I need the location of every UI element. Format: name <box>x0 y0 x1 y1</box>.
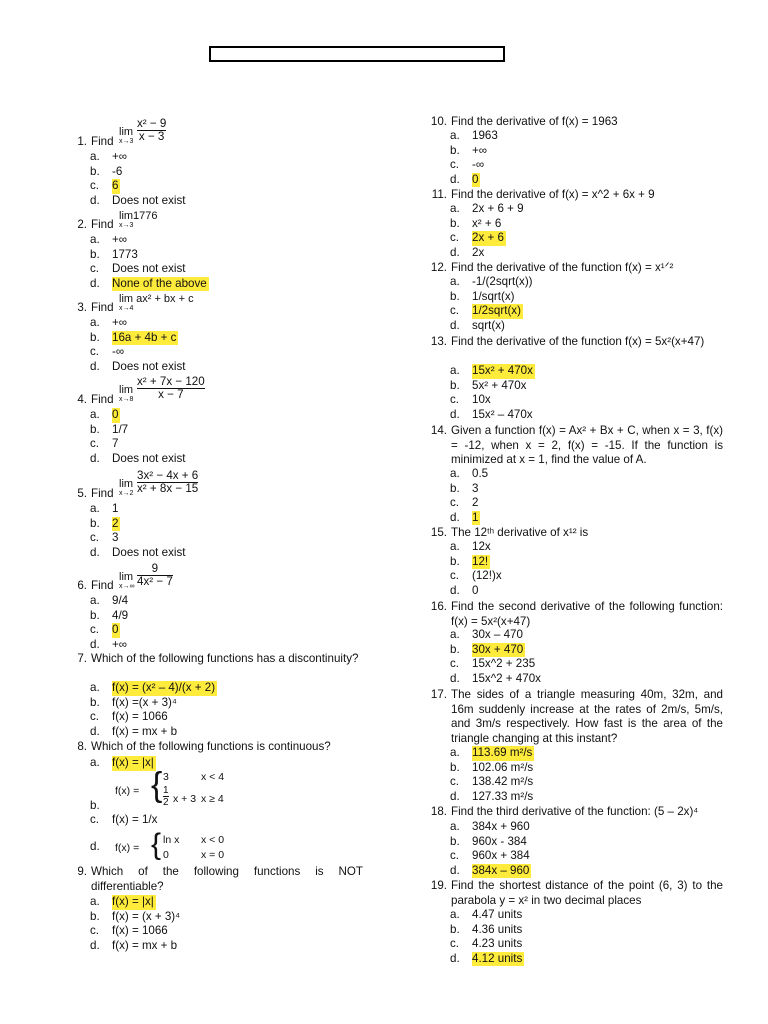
question-text: Find <box>91 393 114 406</box>
option-letter: d. <box>90 451 100 465</box>
option-text: f(x) = 1/x <box>112 813 158 827</box>
option-letter: d. <box>90 276 100 290</box>
option-letter: d. <box>450 789 460 803</box>
correct-answer: None of the above <box>112 276 207 290</box>
option-letter: c. <box>450 569 460 583</box>
option-text: 1773 <box>112 247 138 261</box>
option-text: -1/(2sqrt(x)) <box>472 275 533 288</box>
option-text: 960x + 384 <box>472 849 530 863</box>
option-letter: d. <box>450 863 460 877</box>
correct-answer: 30x + 470 <box>472 642 524 656</box>
correct-answer: 113.69 m²/s <box>472 746 533 759</box>
question-number: 4. <box>77 393 87 406</box>
option-letter: b. <box>90 164 100 178</box>
question-text: Find the derivative of f(x) = 1963 <box>451 115 618 128</box>
option-text: 384x + 960 <box>472 820 530 833</box>
option-text: 102.06 m²/s <box>472 760 534 774</box>
option-letter: d. <box>90 193 100 207</box>
fraction-denominator: x − 3 <box>138 130 165 143</box>
piece-value: 3 <box>163 771 169 783</box>
option-letter: d. <box>450 407 460 421</box>
option-letter: c. <box>450 393 460 407</box>
correct-answer: 16a + 4b + c <box>112 330 177 344</box>
option-letter: a. <box>90 895 100 908</box>
piecewise-lhs: f(x) = <box>115 785 140 797</box>
fraction <box>137 376 205 401</box>
option-letter: c. <box>450 304 460 318</box>
question-text: The 12ᵗʰ derivative of x¹² is <box>451 526 589 539</box>
question-number: 19. <box>430 879 447 892</box>
correct-answer: 384x – 960 <box>472 863 530 877</box>
fraction-numerator: 3x² − 4x + 6 <box>137 469 199 482</box>
option-text: 4.23 units <box>472 937 523 951</box>
option-text: f(x) =(x + 3)⁴ <box>112 695 177 709</box>
question-text: Which of the following functions has a discontinuity? <box>91 652 359 665</box>
option-text: f(x) = 1066 <box>112 710 168 724</box>
question-number: 16. <box>430 600 447 613</box>
correct-answer: f(x) = |x| <box>112 895 154 908</box>
fraction-denominator: x² + 8x − 15 <box>137 482 199 495</box>
fraction-numerator: 9 <box>151 562 159 575</box>
option-letter: a. <box>90 408 100 421</box>
limit-subscript: x→3 <box>119 222 134 229</box>
correct-answer: 1 <box>472 510 479 524</box>
option-text: x² + 6 <box>472 216 502 230</box>
option-letter: b. <box>450 922 460 936</box>
question-text: Find the third derivative of the function: (5 – 2x)⁴ <box>451 805 699 818</box>
fraction-denominator: x − 7 <box>158 388 184 401</box>
option-letter: c. <box>450 231 460 245</box>
option-text: f(x) = (x + 3)⁴ <box>112 909 181 923</box>
question-number: 17. <box>430 688 447 701</box>
correct-answer: 0 <box>112 623 119 637</box>
option-letter: d. <box>450 583 460 597</box>
correct-answer: f(x) = (x² – 4)/(x + 2) <box>112 681 216 694</box>
correct-answer: 0 <box>472 172 479 186</box>
option-text: +∞ <box>472 143 488 157</box>
correct-answer: 4.12 units <box>472 951 523 965</box>
option-letter: a. <box>450 364 460 377</box>
question-text: Find the derivative of the function f(x) = x¹ᐟ² <box>451 261 674 274</box>
piecewise-brace: { <box>151 828 162 861</box>
option-letter: b. <box>450 289 460 303</box>
fraction <box>163 785 169 808</box>
option-letter: b. <box>450 143 460 157</box>
option-text: 3 <box>472 481 479 495</box>
option-letter: c. <box>90 437 100 451</box>
option-letter: b. <box>450 834 460 848</box>
option-letter: c. <box>450 937 460 951</box>
option-text: 2x + 6 + 9 <box>472 202 524 215</box>
question-number: 7. <box>77 652 87 665</box>
option-letter: c. <box>90 262 100 276</box>
question-number: 18. <box>430 805 447 818</box>
option-letter: c. <box>450 657 460 671</box>
option-text: Does not exist <box>112 359 186 373</box>
piece-value: ln x <box>163 834 180 846</box>
option-letter: c. <box>90 924 100 938</box>
piece-condition: x < 4 <box>201 771 225 783</box>
option-letter: c. <box>90 531 100 545</box>
option-letter: a. <box>90 681 100 694</box>
option-letter: d. <box>90 724 100 738</box>
option-text: (12!)x <box>472 569 502 583</box>
option-text: 15x^2 + 235 <box>472 657 536 671</box>
option-letter: a. <box>450 746 460 759</box>
option-letter: b. <box>90 330 100 344</box>
option-text: 5x² + 470x <box>472 378 527 392</box>
option-text: Does not exist <box>112 262 186 276</box>
option-text: +∞ <box>112 637 128 651</box>
option-letter: d. <box>450 951 460 965</box>
question-text: Find the second derivative of the following function: f(x) = 5x²(x+47) <box>451 600 723 628</box>
question-text: Given a function f(x) = Ax² + Bx + C, when x = 3, f(x) = -12, when x = 2, f(x) = -15. If the function is minimized at x = 1, find the value of A. <box>451 424 723 466</box>
option-text: 9/4 <box>112 594 129 607</box>
option-text: sqrt(x) <box>472 318 505 332</box>
limit-expression: lim <box>119 571 134 583</box>
fraction-numerator: x² + 7x − 120 <box>137 375 205 388</box>
question-text: Find <box>91 487 114 500</box>
question-number: 14. <box>430 424 447 437</box>
option-text: Does not exist <box>112 451 186 465</box>
question-text: Which of the following functions is continuous? <box>91 740 331 753</box>
option-text: 127.33 m²/s <box>472 789 534 803</box>
option-text: 4/9 <box>112 608 129 622</box>
limit-subscript: x→8 <box>119 396 134 403</box>
option-text: f(x) = mx + b <box>112 724 178 738</box>
option-letter: a. <box>90 150 100 163</box>
option-letter: b. <box>90 798 100 812</box>
question-text: Find <box>91 135 114 148</box>
option-text: f(x) = 1066 <box>112 924 168 938</box>
option-letter: a. <box>90 502 100 515</box>
piece-condition: x = 0 <box>201 849 225 861</box>
option-letter: d. <box>450 318 460 332</box>
question-number: 5. <box>77 487 87 500</box>
question-text: Find <box>91 301 114 314</box>
option-text: -∞ <box>472 158 485 172</box>
option-letter: a. <box>450 628 460 641</box>
question-text: Find the derivative of the function f(x) = 5x²(x+47) <box>451 335 705 348</box>
option-letter: a. <box>90 756 100 769</box>
option-letter: c. <box>90 179 100 193</box>
option-text: 3 <box>112 531 119 545</box>
option-letter: d. <box>450 245 460 259</box>
option-letter: a. <box>450 820 460 833</box>
option-letter: b. <box>450 554 460 568</box>
limit-subscript: x→2 <box>119 490 134 497</box>
option-letter: a. <box>450 275 460 288</box>
option-text: 1/7 <box>112 422 129 436</box>
question-text: Find <box>91 579 114 592</box>
question-number: 6. <box>77 579 87 592</box>
option-letter: c. <box>450 775 460 789</box>
fraction <box>137 118 166 143</box>
correct-answer: 0 <box>112 408 119 421</box>
option-text: 12x <box>472 540 491 553</box>
option-text: 15x^2 + 470x <box>472 671 541 685</box>
option-letter: a. <box>90 594 100 607</box>
limit-expression: lim <box>119 126 134 138</box>
option-text: 4.47 units <box>472 908 523 921</box>
option-text: Does not exist <box>112 193 186 207</box>
option-letter: a. <box>90 233 100 246</box>
option-text: 10x <box>472 393 491 407</box>
piece-value: x + 3 <box>173 793 197 805</box>
option-text: 0.5 <box>472 467 489 480</box>
piece-condition: x ≥ 4 <box>201 793 224 805</box>
option-text: 0 <box>472 583 479 597</box>
option-text: 1 <box>112 502 119 515</box>
option-letter: d. <box>90 637 100 651</box>
option-text: 960x - 384 <box>472 834 527 848</box>
option-text: -∞ <box>112 345 125 359</box>
option-text: Does not exist <box>112 545 186 559</box>
option-letter: b. <box>450 642 460 656</box>
option-letter: a. <box>450 540 460 553</box>
piece-value: 0 <box>163 849 169 861</box>
option-letter: d. <box>90 938 100 952</box>
option-text: 1/sqrt(x) <box>472 289 515 303</box>
option-letter: a. <box>450 467 460 480</box>
option-letter: b. <box>90 247 100 261</box>
correct-answer: 12! <box>472 554 489 568</box>
option-text: 2x <box>472 245 485 259</box>
option-text: +∞ <box>112 150 128 163</box>
limit-subscript: x→∞ <box>119 583 135 590</box>
question-number: 8. <box>77 740 87 753</box>
question-number: 15. <box>430 526 447 539</box>
option-text: 2 <box>472 496 479 510</box>
correct-answer: f(x) = |x| <box>112 756 154 769</box>
piecewise-lhs: f(x) = <box>115 842 140 854</box>
question-number: 12. <box>430 261 447 274</box>
correct-answer: 15x² + 470x <box>472 364 533 377</box>
option-letter: b. <box>450 760 460 774</box>
option-letter: a. <box>450 908 460 921</box>
option-letter: c. <box>450 849 460 863</box>
question-number: 9. <box>77 865 87 878</box>
question-text: Find <box>91 218 114 231</box>
question-number: 11. <box>431 188 447 201</box>
option-text: -6 <box>112 164 123 178</box>
option-letter: c. <box>90 813 100 827</box>
option-letter: c. <box>90 623 100 637</box>
question-number: 13. <box>430 335 447 348</box>
fraction-numerator: x² − 9 <box>137 117 167 130</box>
option-letter: b. <box>90 909 100 923</box>
option-letter: b. <box>90 695 100 709</box>
option-letter: b. <box>90 608 100 622</box>
limit-expression: lim1776 <box>119 210 158 222</box>
option-letter: c. <box>450 496 460 510</box>
option-letter: d. <box>450 510 460 524</box>
question-text: Find the derivative of f(x) = x^2 + 6x + 9 <box>451 188 655 201</box>
option-letter: a. <box>450 129 460 142</box>
limit-expression: lim ax² + bx + c <box>119 293 194 305</box>
option-letter: b. <box>450 216 460 230</box>
option-letter: d. <box>450 671 460 685</box>
option-text: 7 <box>112 437 119 451</box>
title-box <box>209 46 505 62</box>
option-text: f(x) = mx + b <box>112 938 178 952</box>
correct-answer: 2x + 6 <box>472 231 504 245</box>
limit-subscript: x→4 <box>119 305 134 312</box>
option-letter: c. <box>90 710 100 724</box>
option-letter: a. <box>90 316 100 329</box>
option-text: +∞ <box>112 316 128 329</box>
question-number: 10. <box>430 115 447 128</box>
option-letter: c. <box>90 345 100 359</box>
question-text: Find the shortest distance of the point (6, 3) to the parabola y = x² in two decimal places <box>451 879 723 907</box>
option-text: 4.36 units <box>472 922 523 936</box>
fraction-denominator: 4x² − 7 <box>137 575 173 588</box>
question-number: 1. <box>77 135 87 148</box>
option-letter: d. <box>450 172 460 186</box>
correct-answer: 2 <box>112 516 119 530</box>
limit-subscript: x→3 <box>119 138 134 145</box>
option-text: 138.42 m²/s <box>472 775 534 789</box>
option-letter: b. <box>90 516 100 530</box>
option-letter: d. <box>90 359 100 373</box>
option-letter: b. <box>450 378 460 392</box>
correct-answer: 1/2sqrt(x) <box>472 304 521 318</box>
limit-expression: lim <box>119 478 134 490</box>
fraction <box>137 563 173 588</box>
fraction <box>137 470 198 495</box>
question-number: 2. <box>77 218 87 231</box>
option-letter: d. <box>90 839 100 853</box>
option-text: 15x² – 470x <box>472 407 533 421</box>
option-letter: b. <box>90 422 100 436</box>
question-number: 3. <box>77 301 87 314</box>
fraction-numerator: 1 <box>163 785 169 796</box>
piece-condition: x < 0 <box>201 834 225 846</box>
question-text: The sides of a triangle measuring 40m, 32m, and 16m suddenly increase at the rates of 2m/s, 5m/s, and 3m/s respectively. How fast is the area of the triangle changing at this instant? <box>451 688 723 745</box>
correct-answer: 6 <box>112 179 119 193</box>
option-text: +∞ <box>112 233 128 246</box>
option-letter: b. <box>450 481 460 495</box>
option-letter: c. <box>450 158 460 172</box>
option-text: 30x – 470 <box>472 628 523 641</box>
question-text: Which of the following functions is NOT differentiable? <box>91 865 363 893</box>
option-letter: d. <box>90 545 100 559</box>
option-letter: a. <box>450 202 460 215</box>
option-text: 1963 <box>472 129 498 142</box>
fraction-denominator: 2 <box>163 797 169 808</box>
piecewise-brace: { <box>151 766 163 804</box>
limit-expression: lim <box>119 384 134 396</box>
